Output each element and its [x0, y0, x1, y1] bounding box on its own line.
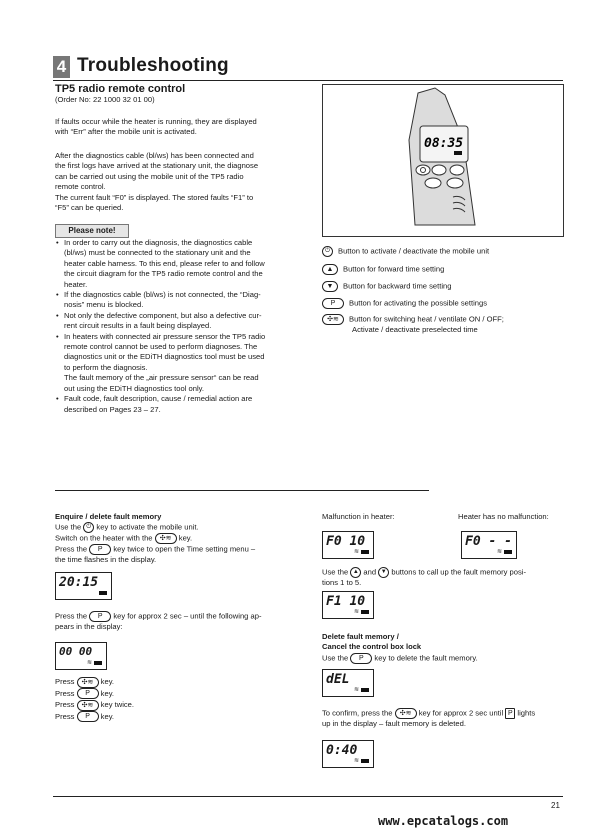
delete-section: Delete fault memory / Cancel the control box lock Use the P key to delete the fault memory. — [322, 632, 478, 663]
power-icon: ⏻ — [83, 522, 94, 533]
legend-row-heat: ✣≋ Button for switching heat / ventilate ON / OFF; Activate / deactivate preselected time — [322, 314, 504, 335]
divider-mid — [55, 490, 429, 491]
lcd-display-f1: F1 10 ≋ — [322, 591, 374, 619]
chapter-number: 4 — [53, 56, 70, 78]
legend-row-p: P Button for activating the possible settings — [322, 298, 487, 309]
heat-vent-icon: ✣≋ — [77, 677, 99, 688]
p-symbol-icon: P — [505, 708, 515, 719]
remote-control-image — [323, 85, 563, 236]
confirm-text: To confirm, press the ✣≋ key for approx 2 sec until P lights up in the display – fault memory is deleted. — [322, 708, 536, 728]
lcd-display-end: 0:40 ≋ — [322, 740, 374, 768]
heat-vent-icon: ✣≋ — [322, 314, 344, 325]
heat-vent-icon: ✣≋ — [77, 700, 99, 711]
no-malfunction-label: Heater has no malfunction: — [458, 512, 549, 521]
heat-vent-icon: ✣≋ — [155, 533, 177, 544]
list-item: Press P key. — [55, 688, 115, 698]
website-watermark: www.epcatalogs.com — [378, 814, 509, 828]
p-button-icon: P — [77, 711, 99, 722]
lcd-display-f0-none: F0 - - ≋ — [461, 531, 517, 559]
chapter-title: Troubleshooting — [77, 55, 229, 76]
press-steps — [55, 676, 255, 722]
p-button-icon: P — [77, 688, 99, 699]
list-item: • In order to carry out the diagnosis, the diagnostics cable (bl/ws) must be connected to the stationary unit and the heater cable harness. To this end, please refer to and follow the circuit diagram for the TP5 radio remote control and the heater. — [55, 238, 315, 290]
list-item: Press P key. — [55, 711, 115, 721]
legend-row-power: ⏻ Button to activate / deactivate the mobile unit — [322, 246, 489, 257]
lcd-display-time: 20:15 — [55, 572, 112, 600]
arrow-down-icon: ▼ — [378, 567, 389, 578]
heat-vent-icon: ✣≋ — [395, 708, 417, 719]
lcd-display-settings: 00 00 ≋ — [55, 642, 107, 670]
enquire-step2: Press the P key for approx 2 sec – until the following ap- pears in the display: — [55, 611, 262, 631]
use-arrows-text: Use the ▲ and ▼ buttons to call up the fault memory posi- tions 1 to 5. — [322, 567, 526, 587]
divider-bottom — [53, 796, 563, 797]
note-bullets — [55, 238, 315, 415]
divider-top — [53, 80, 563, 81]
enquire-section: Enquire / delete fault memory Use the ⏻ key to activate the mobile unit. Switch on the heater with the ✣≋ key. Press the P key twice to open the Time setting menu – the time flashes in the display. — [55, 512, 315, 566]
list-item: Press ✣≋ key. — [55, 677, 115, 686]
intro-paragraph: If faults occur while the heater is running, they are displayed with “Err” after the mobile unit is activated. — [55, 117, 257, 137]
p-button-icon: P — [89, 544, 111, 555]
legend-row-up: ▲ Button for forward time setting — [322, 264, 444, 275]
note-label: Please note! — [55, 224, 129, 238]
remote-display-time: 08:35 — [424, 136, 464, 151]
lcd-display-f0: F0 10 ≋ — [322, 531, 374, 559]
power-icon: ⏻ — [322, 246, 333, 257]
list-item: • Not only the defective component, but also a defective cur- rent circuit results in a fault being displayed. — [55, 311, 315, 332]
p-button-icon: P — [350, 653, 372, 664]
arrow-down-icon: ▼ — [322, 281, 338, 292]
p-button-icon: P — [89, 611, 111, 622]
arrow-up-icon: ▲ — [350, 567, 361, 578]
p-button-icon: P — [322, 298, 344, 309]
left-column — [55, 83, 305, 104]
remote-illustration — [322, 84, 564, 237]
list-item: Press ✣≋ key twice. — [55, 700, 135, 709]
diagnostics-paragraph: After the diagnostics cable (bl/ws) has been connected and the first logs have arrived at the stationary unit, the diagnose can be carried out using the mobile unit of the TP5 radio remote control. The current fault “F0” is displayed. The stored faults “F1” to “F5” can be queried. — [55, 151, 259, 213]
enquire-heading: Enquire / delete fault memory — [55, 512, 162, 521]
lcd-display-del: dEL ≋ — [322, 669, 374, 697]
section-heading: TP5 radio remote control — [55, 83, 186, 95]
list-item: • Fault code, fault description, cause / remedial action are described on Pages 23 – 27. — [55, 394, 315, 415]
legend-row-down: ▼ Button for backward time setting — [322, 281, 451, 292]
page-number: 21 — [551, 801, 560, 810]
list-item: • If the diagnostics cable (bl/ws) is not connected, the “Diag- nosis” menu is blocked. — [55, 290, 315, 311]
order-number: (Order No: 22 1000 32 01 00) — [55, 95, 155, 104]
list-item: • In heaters with connected air pressure sensor the TP5 radio remote control cannot be used to perform diagnoses. The diagnostics unit or the EDiTH diagnostics tool must be used to perform the diagnosis. The fault memory of the „air pressure sensor“ can be read out using the EDiTH diagnostics tool only. — [55, 332, 315, 394]
arrow-up-icon: ▲ — [322, 264, 338, 275]
malfunction-label: Malfunction in heater: — [322, 512, 395, 521]
